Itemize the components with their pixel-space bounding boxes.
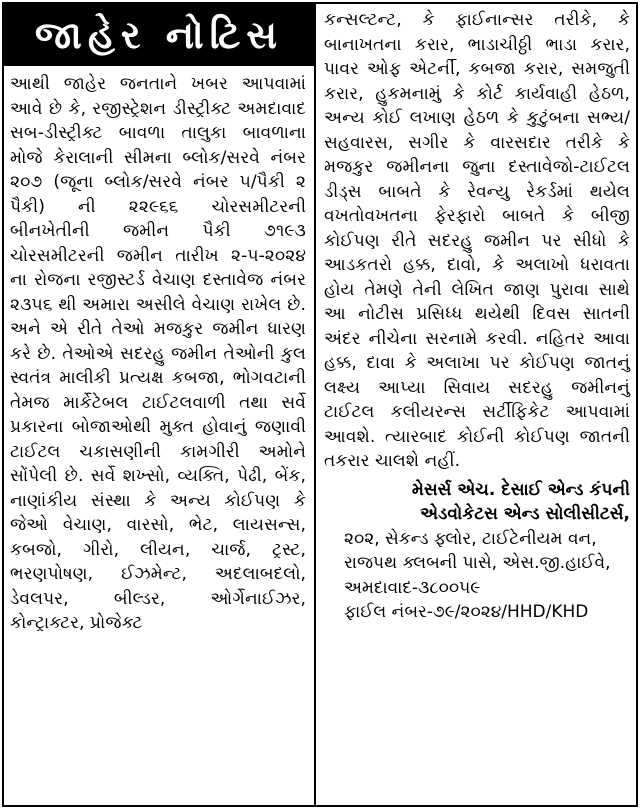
- notice-body-left: આથી જાહેર જનતાને ખબર આપવામાં આવે છે કે, રજીસ્ટ્રેશન ડીસ્ટ્રીક્ટ અમદાવાદ સબ-ડીસ્ટ્રીક્ટ બાવળા તાલુકા બાવળાના મોજે કેરાલાની સીમના બ્લોક/સરવે નંબર ૨૦૭ (જૂના બ્લોક/સરવે નંબર ૫/પૈકી ૨ પૈકી) ની ૨૨૯૬૬ ચોરસમીટરની બીનખેતીની જમીન પૈકી ૭૧૯૩ ચોરસમીટરની જમીન તારીખ ૨-૫-૨૦૨૪ ના રોજના રજીસ્ટર્ડ વેચાણ દસ્તાવેજ નંબર ૨૩૫૬ થી અમારા અસીલે વેચાણ રાખેલ છે. અને એ રીતે તેઓ મજકુર જમીન ધારણ કરે છે. તેઓએ સદરહુ જમીન તેઓની કુલ સ્વતંત્ર માલીકી પ્રત્યક્ષ કબજા, ભોગવટાની તેમજ માર્કેટેબલ ટાઈટલવાળી તથા સર્વે પ્રકારના બોજાઓથી મુક્ત હોવાનું જણાવી ટાઈટલ ચકાસણીની કામગીરી અમોને સોંપેલી છે. સર્વે શખ્સો, વ્યક્તિ, પેઢી, બેંક, નાણાંકીય સંસ્થા કે અન્ય કોઈપણ કે જેઓ વેચાણ, વારસો, ભેટ, લાયસન્સ, કબજો, ગીરો, લીયન, ચાર્જ, ટ્રસ્ટ, ભરણપોષણ, ઈઝમેન્ટ, અદલાબદલો, ડેવલપર, બીલ્ડર, ઓર્ગેનાઈઝર, કોન્ટ્રાક્ટર, પ્રોજેક્ટ: [10, 74, 306, 633]
- signatory-role: એડવોકેટસ એન્ડ સોલીસીટર્સ,: [420, 504, 630, 524]
- signatory-firm: મેસર્સ એચ. દેસાઈ એન્ડ કંપની: [411, 479, 630, 500]
- public-notice: [2, 2, 638, 807]
- signatory-address-line-1: ૨૦૨, સેકન્ડ ફ્લોર, ટાઈટેનીયમ વન,: [344, 528, 597, 549]
- signatory-address-line-2: રાજપથ ક્લબની પાસે, એસ.જી.હાઈવે,: [344, 553, 611, 573]
- notice-right-column: [316, 4, 636, 805]
- notice-title: જાહેર નોટિસ: [4, 4, 314, 66]
- notice-body-right: કન્સલ્ટન્ટ, કે ફાઈનાન્સર તરીકે, કે બાનાખતના કરાર, ભાડાચીઠ્ઠી ભાડા કરાર, પાવર ઓફ એટર્ની, કબજા કરાર, સમજુતી કરાર, હુકમનામું કે કોર્ટ કાર્યવાહી હેઠળ, અન્ય કોઈ લખાણ હેઠળ કે કુટુંબના સભ્ય/સહવારસ, સગીર કે વારસદાર તરીકે કે મજકુર જમીનના જુના દસ્તાવેજો-ટાઈટલ ડીડ્સ બાબતે કે રેવન્યુ રેકર્ડમાં થયેલ વખતોવખતના ફેરફારો બાબતે કે બીજી કોઈપણ રીતે સદરહુ જમીન પર સીધો કે આડકતરો હક્ક, દાવો, કે અલાખો ધરાવતા હોય તેમણે તેની લેખિત જાણ પુરાવા સાથે આ નોટીસ પ્રસિધ્ધ થયેથી દિવસ સાતની અંદર નીચેના સરનામે કરવી. નહિતર આવા હક્ક, દાવા કે અલાખા પર કોઈપણ જાતનું લક્ષ્ય આપ્યા સિવાય સદરહુ જમીનનું ટાઈટલ કલીયરન્સ સર્ટીફિકેટ આપવામાં આવશે. ત્યારબાદ કોઈની કોઈપણ જાતની તકરાર ચાલશે નહીં.: [324, 10, 630, 471]
- signature-block: [324, 478, 630, 625]
- file-number: ફાઈલ નંબર-૭૯/૨૦૨૪/HHD/KHD: [344, 602, 589, 622]
- signatory-city: અમદાવાદ-૩૮૦૦૫૯: [344, 577, 481, 598]
- notice-left-column: [4, 4, 316, 805]
